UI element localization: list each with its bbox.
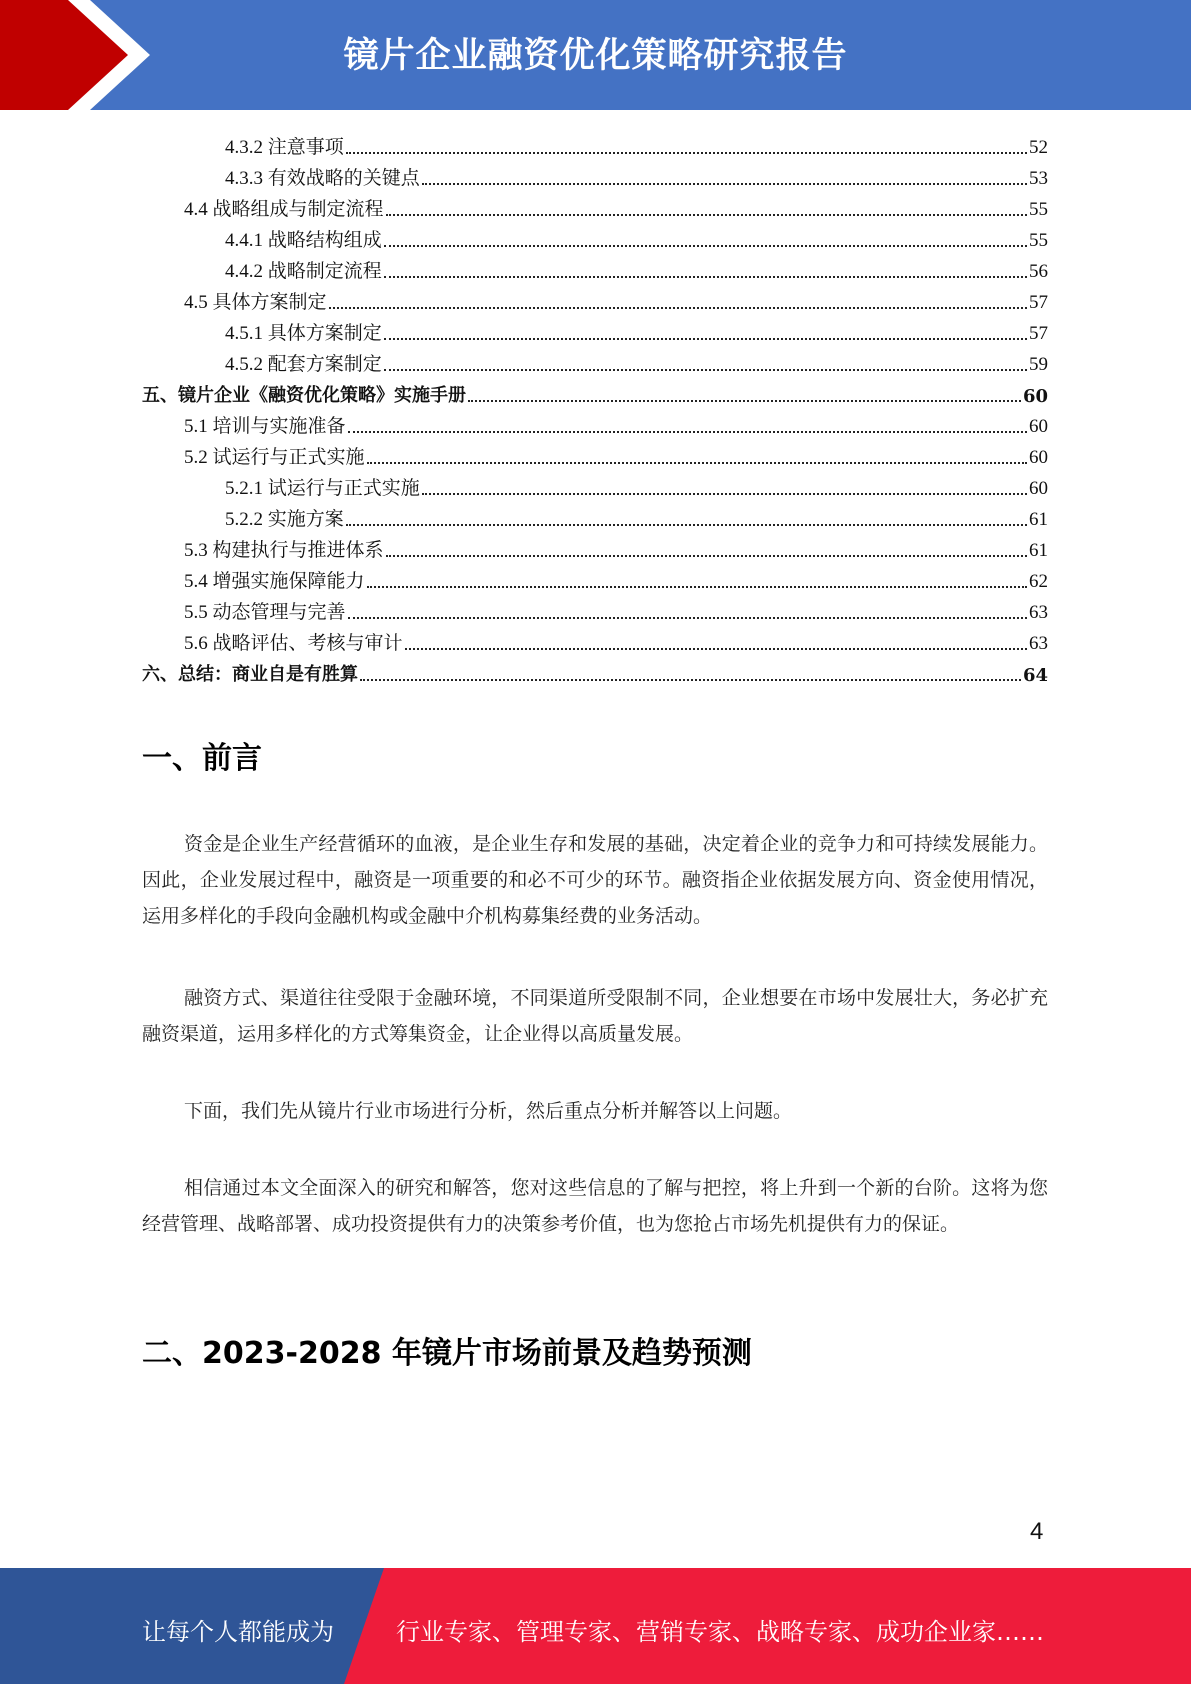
toc-entry[interactable] — [142, 345, 1048, 376]
page-number: 4 — [1030, 1518, 1044, 1545]
toc-dot-leader — [367, 585, 1027, 588]
footer-slogan-right: 行业专家、管理专家、营销专家、战略专家、成功企业家…… — [396, 1618, 1044, 1646]
paragraph-1: 资金是企业生产经营循环的血液，是企业生存和发展的基础，决定着企业的竞争力和可持续发展能力。因此，企业发展过程中，融资是一项重要的和必不可少的环节。融资指企业依据发展方向、资金使用情况，运用多样化的手段向金融机构或金融中介机构募集经费的业务活动。 — [142, 833, 1048, 927]
toc-entry-label: 4.4 战略组成与制定流程 — [184, 199, 384, 220]
toc-entry-page: 55 — [1029, 230, 1048, 251]
footer-slogan-left: 让每个人都能成为 — [142, 1618, 334, 1646]
toc-entry[interactable] — [142, 655, 1048, 686]
toc-entry-label: 5.1 培训与实施准备 — [184, 416, 346, 437]
toc-entry-label: 5.3 构建执行与推进体系 — [184, 540, 384, 561]
toc-entry-label: 4.4.2 战略制定流程 — [225, 261, 382, 282]
section-heading-market-forecast: 二、2023-2028 年镜片市场前景及趋势预测 — [142, 1336, 752, 1371]
toc-entry-label: 4.4.1 战略结构组成 — [225, 230, 382, 251]
report-footer — [0, 1568, 1191, 1684]
toc-entry[interactable] — [142, 531, 1048, 562]
toc-entry-label: 5.2 试运行与正式实施 — [184, 447, 365, 468]
toc-entry-label: 4.5 具体方案制定 — [184, 292, 327, 313]
toc-entry[interactable] — [142, 624, 1048, 655]
toc-entry[interactable] — [142, 159, 1048, 190]
toc-entry-page: 60 — [1029, 447, 1048, 468]
toc-dot-leader — [384, 244, 1027, 247]
toc-entry-page: 62 — [1029, 571, 1048, 592]
toc-entry-label: 5.2.1 试运行与正式实施 — [225, 478, 420, 499]
section-heading-preface: 一、前言 — [142, 741, 262, 776]
toc-entry[interactable] — [142, 593, 1048, 624]
toc-entry-label: 5.2.2 实施方案 — [225, 509, 344, 530]
toc-entry-page: 55 — [1029, 199, 1048, 220]
toc-entry[interactable] — [142, 500, 1048, 531]
toc-dot-leader — [468, 399, 1021, 402]
toc-entry-page: 60 — [1029, 478, 1048, 499]
toc-entry-label: 4.5.2 配套方案制定 — [225, 354, 382, 375]
toc-entry-page: 63 — [1029, 602, 1048, 623]
toc-entry-label: 4.3.2 注意事项 — [225, 137, 344, 158]
toc-entry-page: 57 — [1029, 323, 1048, 344]
toc-dot-leader — [386, 213, 1027, 216]
toc-dot-leader — [384, 275, 1027, 278]
toc-entry-label: 五、镜片企业《融资优化策略》实施手册 — [142, 385, 466, 406]
toc-dot-leader — [384, 337, 1027, 340]
toc-entry-page: 52 — [1029, 137, 1048, 158]
toc-entry-label: 六、总结：商业自是有胜算 — [142, 664, 358, 685]
toc-entry[interactable] — [142, 221, 1048, 252]
toc-entry[interactable] — [142, 376, 1048, 407]
toc-entry-page: 59 — [1029, 354, 1048, 375]
report-header — [0, 0, 1191, 110]
toc-entry[interactable] — [142, 283, 1048, 314]
toc-entry[interactable] — [142, 252, 1048, 283]
toc-entry[interactable] — [142, 314, 1048, 345]
paragraph-4: 相信通过本文全面深入的研究和解答，您对这些信息的了解与把控，将上升到一个新的台阶。这将为您经营管理、战略部署、成功投资提供有力的决策参考价值，也为您抢占市场先机提供有力的保证。 — [142, 1177, 1048, 1235]
toc-dot-leader — [346, 151, 1027, 154]
toc-entry-page: 56 — [1029, 261, 1048, 282]
toc-dot-leader — [348, 616, 1027, 619]
toc-entry[interactable] — [142, 469, 1048, 500]
toc-dot-leader — [422, 492, 1027, 495]
toc-entry[interactable] — [142, 562, 1048, 593]
toc-entry-page: 61 — [1029, 540, 1048, 561]
paragraph-2: 融资方式、渠道往往受限于金融环境，不同渠道所受限制不同，企业想要在市场中发展壮大，务必扩充融资渠道，运用多样化的方式筹集资金，让企业得以高质量发展。 — [142, 987, 1048, 1045]
toc-entry-page: 63 — [1029, 633, 1048, 654]
toc-entry[interactable] — [142, 407, 1048, 438]
toc-entry[interactable] — [142, 128, 1048, 159]
toc-dot-leader — [346, 523, 1027, 526]
toc-dot-leader — [384, 368, 1027, 371]
toc-entry-page: 64 — [1022, 665, 1048, 686]
toc-entry-page: 60 — [1029, 416, 1048, 437]
toc-dot-leader — [386, 554, 1027, 557]
toc-dot-leader — [405, 647, 1027, 650]
toc-entry-page: 61 — [1029, 509, 1048, 530]
paragraph-3: 下面，我们先从镜片行业市场进行分析，然后重点分析并解答以上问题。 — [184, 1100, 793, 1122]
report-title: 镜片企业融资优化策略研究报告 — [343, 36, 848, 76]
toc-dot-leader — [360, 678, 1021, 681]
toc-entry-page: 53 — [1029, 168, 1048, 189]
toc-entry-label: 4.3.3 有效战略的关键点 — [225, 168, 420, 189]
toc-entry-label: 4.5.1 具体方案制定 — [225, 323, 382, 344]
toc-entry-page: 57 — [1029, 292, 1048, 313]
toc-dot-leader — [367, 461, 1027, 464]
table-of-contents — [142, 128, 1048, 686]
toc-entry-label: 5.4 增强实施保障能力 — [184, 571, 365, 592]
toc-entry[interactable] — [142, 438, 1048, 469]
toc-entry-label: 5.5 动态管理与完善 — [184, 602, 346, 623]
toc-entry-label: 5.6 战略评估、考核与审计 — [184, 633, 403, 654]
toc-dot-leader — [422, 182, 1027, 185]
toc-dot-leader — [348, 430, 1027, 433]
toc-entry[interactable] — [142, 190, 1048, 221]
toc-dot-leader — [329, 306, 1027, 309]
toc-entry-page: 60 — [1022, 386, 1048, 407]
